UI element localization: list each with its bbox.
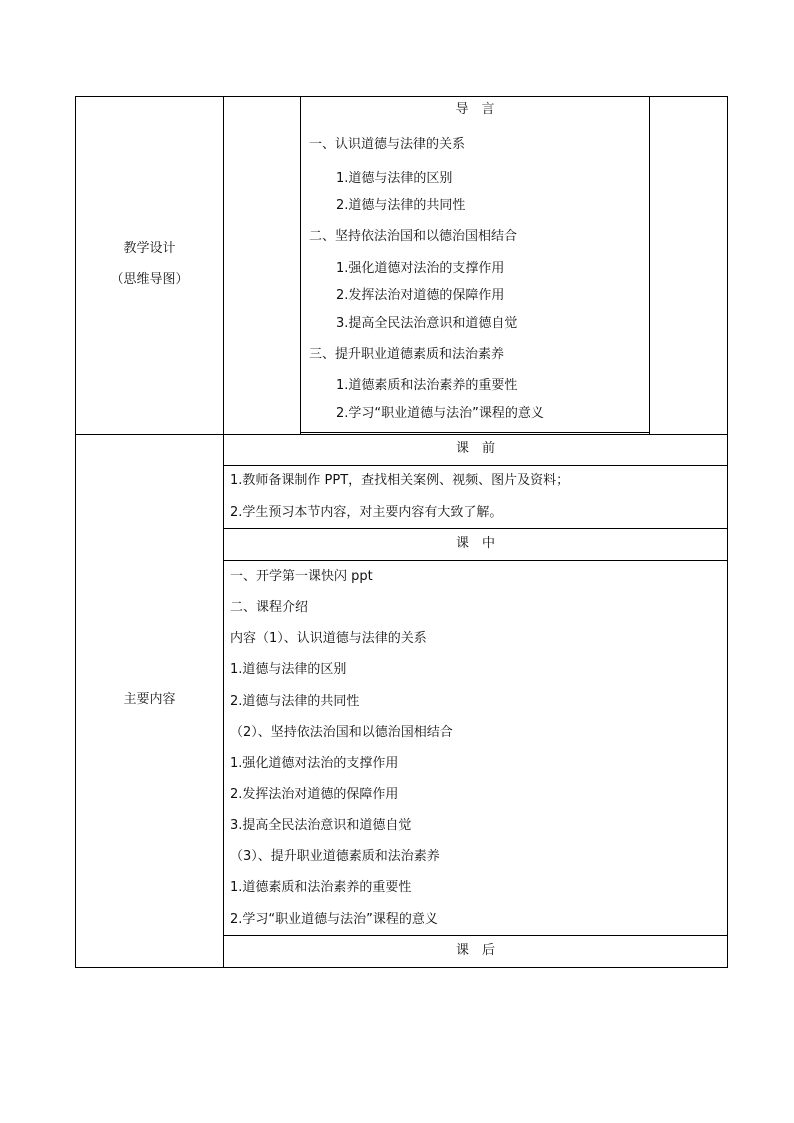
mindmap-section-1-heading: 一、认识道德与法律的关系: [309, 137, 466, 152]
mindmap-bottom-border: [300, 432, 650, 433]
during-line-11: 1.道德素质和法治素养的重要性: [230, 880, 412, 895]
during-line-8: 2.发挥法治对道德的保障作用: [230, 787, 399, 802]
mindmap-left-border: [300, 96, 301, 434]
during-line-7: 1.强化道德对法治的支撑作用: [230, 756, 399, 771]
during-line-10: （3）、提升职业道德素质和法治素养: [230, 849, 440, 864]
mindmap-right-border: [649, 96, 650, 434]
during-line-5: 2.道德与法律的共同性: [230, 694, 360, 709]
during-line-12: 2.学习“职业道德与法治”课程的意义: [230, 912, 438, 927]
mindmap-section-1-item-2: 2.道德与法律的共同性: [336, 198, 466, 213]
main-label: 主要内容: [123, 692, 176, 707]
mindmap-section-2-item-1: 1.强化道德对法治的支撑作用: [336, 261, 505, 276]
mindmap-section-3-heading: 三、提升职业道德素质和法治素养: [309, 347, 505, 362]
during-line-4: 1.道德与法律的区别: [230, 662, 347, 677]
design-label: 教学设计: [123, 241, 176, 256]
mindmap-section-1-item-1: 1.道德与法律的区别: [336, 171, 453, 186]
after-header: 课 后: [455, 943, 495, 958]
mindmap-section-3-item-1: 1.道德素质和法治素养的重要性: [336, 378, 518, 393]
during-line-3: 内容（1）、认识道德与法律的关系: [230, 631, 427, 646]
mindmap-section-2-item-3: 3.提高全民法治意识和道德自觉: [336, 316, 518, 331]
table-left-border: [75, 96, 76, 968]
mindmap-section-3-item-2: 2.学习“职业道德与法治”课程的意义: [336, 406, 544, 421]
mindmap-section-2-item-2: 2.发挥法治对道德的保障作用: [336, 288, 505, 303]
table-top-border: [75, 96, 728, 97]
row-divider: [75, 434, 728, 435]
before-line-2: 2.学生预习本节内容，对主要内容有大致了解。: [230, 505, 503, 520]
mindmap-section-2-heading: 二、坚持依法治国和以德治国相结合: [309, 229, 518, 244]
before-header-divider: [223, 465, 728, 466]
before-line-1: 1.教师备课制作 PPT，查找相关案例、视频、图片及资料；: [230, 473, 570, 488]
during-line-9: 3.提高全民法治意识和道德自觉: [230, 818, 412, 833]
before-header: 课 前: [455, 441, 495, 456]
during-line-2: 二、课程介绍: [230, 600, 309, 615]
table-bottom-border: [75, 967, 728, 968]
during-header-top: [223, 528, 728, 529]
during-line-6: （2）、坚持依法治国和以德治国相结合: [230, 725, 453, 740]
label-column-divider: [223, 96, 224, 968]
after-header-top: [223, 935, 728, 936]
mindmap-title: 导 言: [455, 102, 495, 117]
design-sublabel: （思维导图）: [110, 272, 189, 287]
during-header-bottom: [223, 560, 728, 561]
during-line-1: 一、开学第一课快闪 ppt: [230, 569, 373, 584]
during-header: 课 中: [455, 536, 495, 551]
table-right-border: [727, 96, 728, 968]
